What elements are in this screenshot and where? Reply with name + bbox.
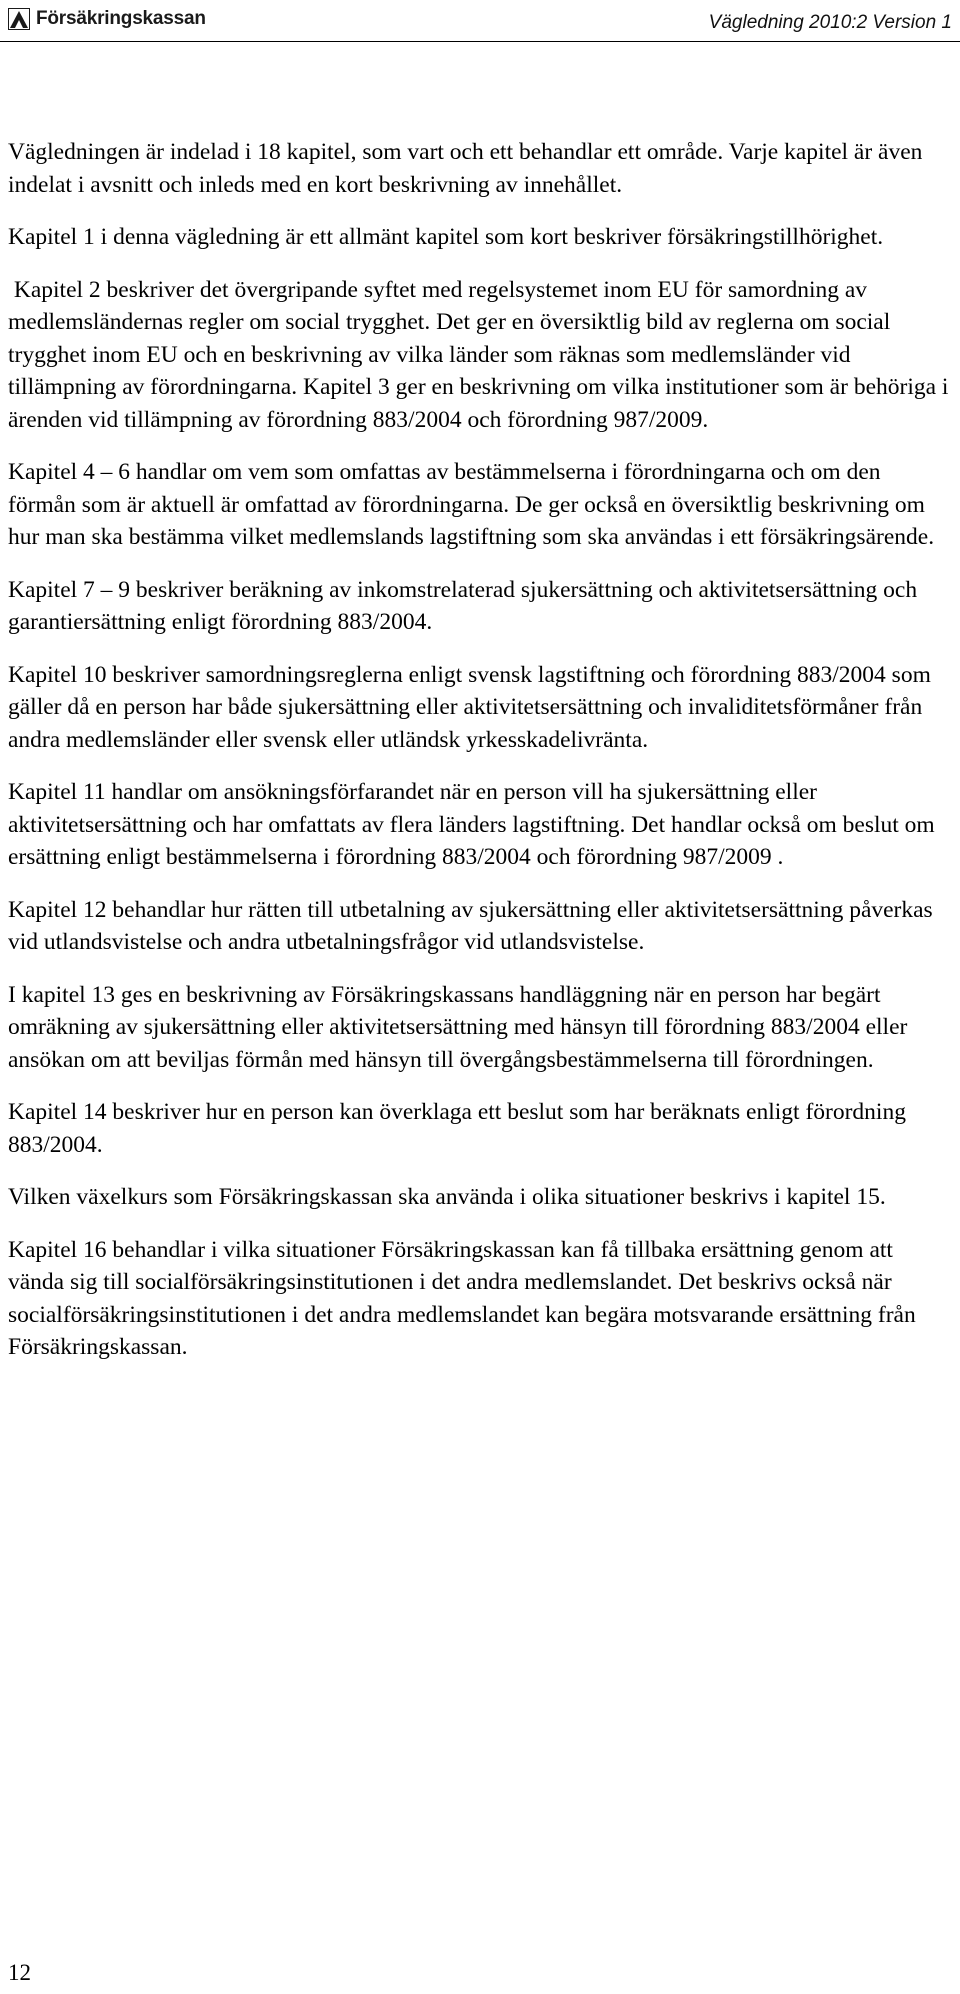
document-title: Vägledning 2010:2 Version 1 [708,12,952,33]
page-number: 12 [8,1960,31,1985]
paragraph: I kapitel 13 ges en beskrivning av Försäkringskassans handläggning när en person har begärt omräkning av sjukersättning eller aktivitetsersättning med hänsyn till förordning 883/2004 eller ansökan om att beviljas förmån med hänsyn till övergångsbestämmelserna till förordningen. [8,981,908,1073]
paragraph: Kapitel 14 beskriver hur en person kan överklaga ett beslut som har beräknats enligt förordning 883/2004. [8,1099,906,1158]
paragraph: Kapitel 11 handlar om ansökningsförfarandet när en person vill ha sjukersättning eller aktivitetsersättning och har omfattats av flera länders lagstiftning. Det handlar också om beslut om ersättning enligt bestämmelserna i förordning 883/2004 och förordning 987/2009 . [8,779,935,870]
paragraph: Kapitel 10 beskriver samordningsreglerna enligt svensk lagstiftning och förordning 883/2004 som gäller då en person har både sjukersättning eller aktivitetsersättning och invaliditetsförmåner från andra medlemsländer eller svensk eller utländsk yrkesskadelivränta. [8,661,931,753]
paragraph: Kapitel 12 behandlar hur rätten till utbetalning av sjukersättning eller aktivitetsersättning påverkas vid utlandsvistelse och andra utbetalningsfrågor vid utlandsvistelse. [8,896,933,955]
document-body [8,136,955,1384]
paragraph: Vilken växelkurs som Försäkringskassan ska använda i olika situationer beskrivs i kapitel 15. [8,1184,886,1210]
paragraph: Kapitel 1 i denna vägledning är ett allmänt kapitel som kort beskriver försäkringstillhörighet. [8,224,884,250]
paragraph: Kapitel 16 behandlar i vilka situationer Försäkringskassan kan få tillbaka ersättning genom att vända sig till socialförsäkringsinstitutionen i det andra medlemslandet. Det beskrivs också när socialförsäkringsinstitutionen i det andra medlemslandet kan begära motsvarande ersättning från Försäkringskassan. [8,1236,916,1360]
paragraph: Kapitel 2 beskriver det övergripande syftet med regelsystemet inom EU för samordning av medlemsländernas regler om social trygghet. Det ger en översiktlig bild av reglerna om social trygghet inom EU och en beskrivning av vilka länder som räknas som medlemsländer vid tillämpning av förordningarna. Kapitel 3 ger en beskrivning om vilka institutioner som är behöriga i ärenden vid tillämpning av förordning 883/2004 och förordning 987/2009. [8,276,955,433]
page-header [0,0,960,40]
logo-icon [8,8,30,30]
logo-text: Försäkringskassan [36,8,206,29]
paragraph: Kapitel 4 – 6 handlar om vem som omfattas av bestämmelserna i förordningarna och om den förmån som är aktuell är omfattad av förordningarna. De ger också en översiktlig beskrivning om hur man ska bestämma vilket medlemslands lagstiftning som ska användas i ett försäkringsärende. [8,459,935,550]
logo [8,8,206,30]
paragraph: Kapitel 7 – 9 beskriver beräkning av inkomstrelaterad sjukersättning och aktivitetsersättning och garantiersättning enligt förordning 883/2004. [8,576,918,635]
header-divider [0,41,960,42]
paragraph: Vägledningen är indelad i 18 kapitel, som vart och ett behandlar ett område. Varje kapitel är även indelat i avsnitt och inleds med en kort beskrivning av innehållet. [8,139,929,198]
